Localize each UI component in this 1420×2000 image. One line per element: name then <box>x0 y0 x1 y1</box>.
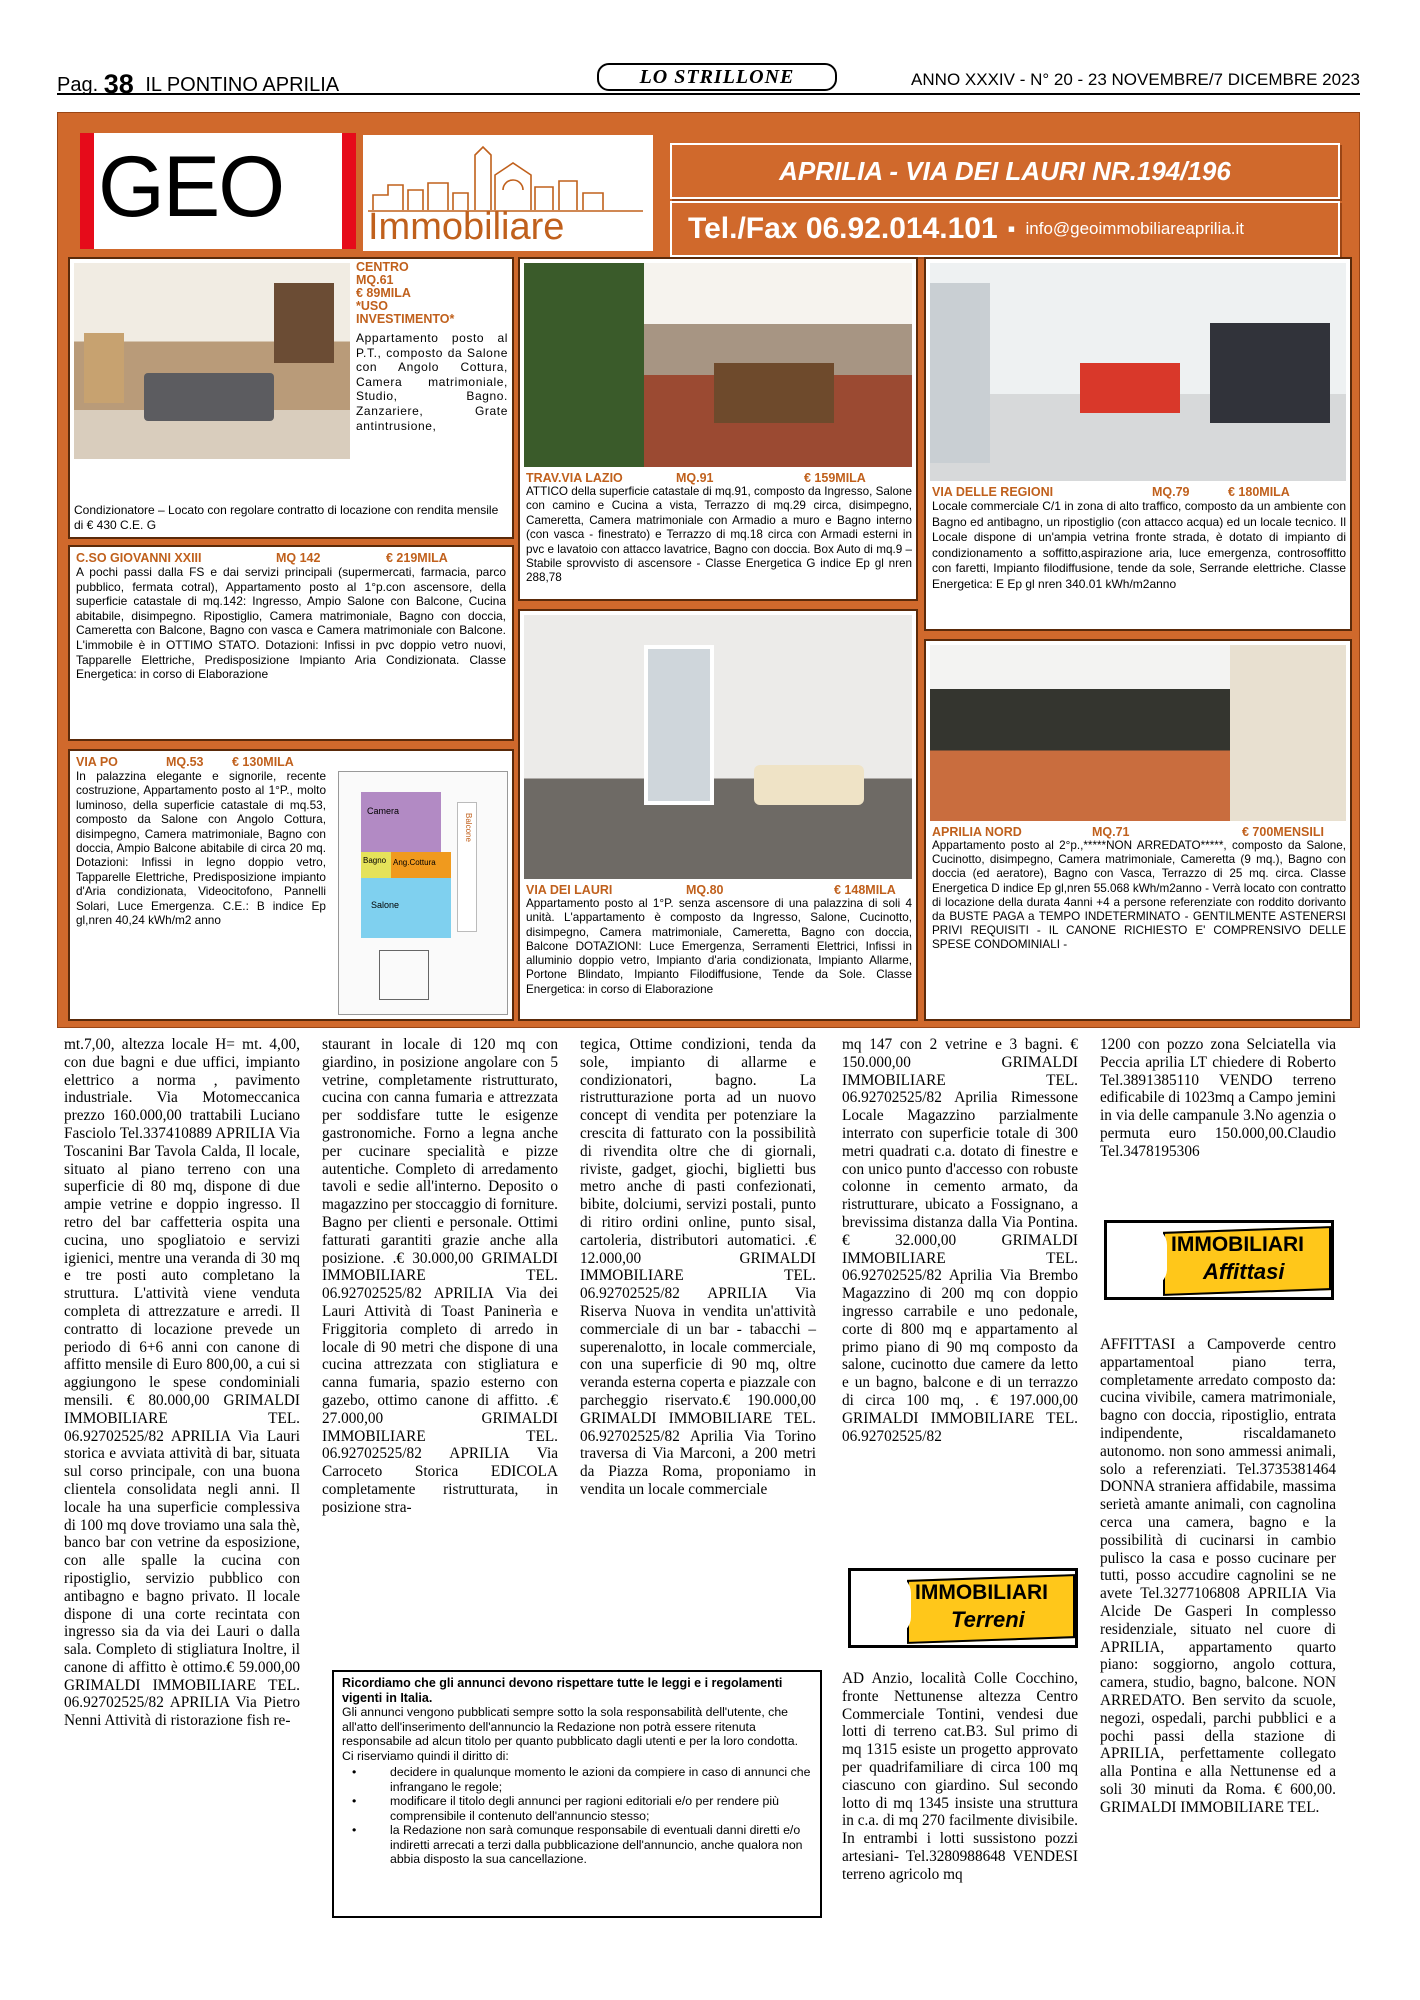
affittasi-banner <box>1104 1220 1334 1300</box>
geo-immobiliare-ad <box>57 112 1360 1028</box>
immobiliare-wordmark: Immobiliare <box>368 206 565 248</box>
listing-card <box>518 609 918 1021</box>
issue-info: ANNO XXXIV - N° 20 - 23 NOVEMBRE/7 DICEMBRE 2023 <box>911 70 1360 89</box>
page-header <box>57 63 1360 99</box>
notice-body: Gli annunci vengono pubblicati sempre sotto la sola responsabilità dell'utente, che all'atto dell'inserimento dell'annuncio la Redazione non potrà essere ritenuta responsabile ad alcun titolo per quanto pubblicato dagli utenti e per la loro condotta. <box>342 1705 798 1748</box>
address-bar: APRILIA - VIA DEI LAURI NR.194/196 <box>670 143 1340 199</box>
notice-item: • decidere in qualunque momento le azioni da compiere in caso di annunci che infrangano le regole; <box>342 1765 812 1794</box>
skyline-icon <box>363 135 653 215</box>
immobiliare-logo <box>363 135 653 251</box>
classified-column-1: mt.7,00, altezza locale H= mt. 4,00, con due bagni e due uffici, impianto elettrico a norma , pavimento industriale. Via Motomeccanica prezzo 160.000,00 trattabili Luciano Fasciolo Tel.337410889 APRILIA Via Toscanini Bar Tavola Calda, Il locale, situato al piano terreno con una superficie di 80 mq, dispone di due ampie vetrine e doppio ingresso. Il retro del bar caffetteria ospita una cucina, uno spogliatoio e servizi igienici, mentre una veranda di 30 mq e tre posti auto completano la struttura. L'attività viene venduta completa di attrezzature e arredi. Il contratto di locazione prevede un periodo di 6+6 anni con canone di affitto mensile di Euro 800,00, a cui si aggiungono le spese condominiali mensili. € 80.000,00 GRIMALDI IMMOBILIARE TEL. 06.92702525/82 APRILIA Via Lauri storica e avviata attività di bar, situata sul corso principale, con una buona clientela consolidata negli anni. Il locale ha una superficie complessiva di 100 mq dove troviamo una sala thè, banco bar con vetrine da esposizione, con alle spalle la cucina con ripostiglio, servizio pubblico con antibagno e bagno privato. Il locale dispone di una corte recintata con ingresso sia da via dei Lauri o dalla sala. Completo di stigliatura Inoltre, il canone di affitto è ottimo.€ 59.000,00 GRIMALDI IMMOBILIARE TEL. 06.92702525/82 APRILIA Via Pietro Nenni Attività di ristorazione fish re- <box>64 1036 300 1730</box>
listing-card <box>924 639 1352 1021</box>
listing-description: In palazzina elegante e signorile, recente costruzione, Appartamento posto al 1°P., molto luminoso, della superficie catastale di mq.53, composto da Salone con Angolo Cottura, disimpegno, Camera matrimoniale, Bagno con doccia, Ampio Balcone abitabile di circa 20 mq. Dotazioni: Infissi in legno doppio vetro, Tapparelle Elettriche, Predisposizione impianto d'Aria condizionata, Videocitofono, Pannelli Solari, Luce Emergenza. C.E.: B indice Ep gl,nren 40,24 kWh/m2 anno <box>76 769 326 928</box>
floor-plan <box>338 771 508 1015</box>
notice-list <box>342 1765 812 1867</box>
mascot-icon <box>1113 1227 1167 1287</box>
listing-header: VIA PO MQ.53 € 130MILA <box>76 755 294 769</box>
phone-text: Tel./Fax 06.92.014.101 <box>688 212 998 245</box>
listing-photo <box>74 263 350 459</box>
listing-description-cont: Condizionatore – Locato con regolare contratto di locazione con rendita mensile di € 430 C.E. G <box>74 503 499 532</box>
listing-description: ATTICO della superficie catastale di mq.91, composto da Ingresso, Salone con camino e Cucina a vista, Terrazzo di mq.29 circa, disimpegno, Cameretta, Camera matrimoniale con Armadio a muro e Bagno interno (con vasca - finestrato) e Terrazzo di mq.18 circa con Armadi esterni in pvc e lavatoio con attacco lavatrice, Bagno con doccia. Box Auto di mq.9 – Stabile sprovvisto di ascensore - Classe Energetica G indice Ep gl nren 288,78 <box>526 485 912 585</box>
newspaper-logo: LO STRILLONE <box>597 63 837 91</box>
terreni-banner <box>848 1568 1078 1648</box>
contact-bar: Tel./Fax 06.92.014.101 ▪ info@geoimmobiliareaprilia.it <box>670 201 1340 257</box>
classified-column-3: tegica, Ottime condizioni, tenda da sole, impianto di allarme e condizionatori, bagno. La ristrutturazione porta ad un nuovo concept di vendita per potenziare la crescita di fatturato con la possibilità di rivendita oltre che di giornali, riviste, gadget, giochi, biglietti bus metro anche di pasti confezionati, bibite, dolciumi, servizi postali, punto di ritiro ordini online, punto sisal, cartoleria, distributori automatici. .€ 12.000,00 GRIMALDI IMMOBILIARE TEL. 06.92702525/82 APRILIA Via Riserva Nuova in vendita un'attività commerciale di un bar - tabacchi – superenalotto, in locale commerciale, con una superficie di 90 mq, oltre veranda esterna coperta e piazzale con parcheggio riservato.€ 190.000,00 GRIMALDI IMMOBILIARE TEL. 06.92702525/82 Aprilia Via Torino traversa di Via Marconi, a 200 metri da Piazza Roma, proponiamo in vendita un locale commerciale <box>580 1036 816 1498</box>
classified-column-4b: AD Anzio, località Colle Cocchino, fronte Nettunense altezza Centro Commerciale Tontini, vendesi due lotti di terreno cat.B3. Sul primo di mq 1315 esiste un progetto approvato per quadrifamiliare di circa 100 mq ciascuno con giardino. Sul secondo lotto di mq 1345 insiste una struttura in c.a. di mq 270 facilmente divisibile. In entrambi i lotti sussistono pozzi artesiani- Tel.3280988648 VENDESI terreno agricolo mq <box>842 1670 1078 1883</box>
listing-header: CENTRO MQ.61 € 89MILA *USO INVESTIMENTO* <box>356 260 455 326</box>
listing-header: APRILIA NORD MQ.71 € 700MENSILI <box>932 825 1324 839</box>
plan-room-label: Camera <box>361 792 441 852</box>
notice-item: • modificare il titolo degli annunci per ragioni editoriali e/o per rendere più comprensibile il contenuto dell'annuncio stesso; <box>342 1794 812 1823</box>
listing-photo <box>524 615 912 879</box>
email-text: info@geoimmobiliareaprilia.it <box>1025 219 1245 238</box>
listing-description: Locale commerciale C/1 in zona di alto traffico, composto da un ambiente con Bagno ed antibagno, un ripostiglio (con attacco acqua) ed un locale tecnico. Il Locale dispone di un'ampia vetrina fronte strada, è dotato di impianto di condizionamento a soffitto,aspirazione aria, luce emergenza, controsoffitto con faretti, Impianto filodiffusione, tende da sole, Serrande elettriche. Classe Energetica: E Ep gl nren 340.01 kWh/m2anno <box>932 499 1346 591</box>
listing-card <box>68 749 514 1021</box>
geo-logo: GEO <box>80 133 356 249</box>
notice-item: • la Redazione non sarà comunque responsabile di eventuali danni diretti e/o indiretti arrecati a terzi dalla pubblicazione dell'annuncio, anche qualora non abbia disposto la sua cancellazione. <box>342 1823 812 1867</box>
notice-title: Ricordiamo che gli annunci devono rispettare tutte le leggi e i regolamenti vigenti in Italia. <box>342 1676 783 1705</box>
banner-title: IMMOBILIARI <box>1171 1233 1304 1256</box>
banner-title: IMMOBILIARI <box>915 1581 1048 1604</box>
listing-description: Appartamento posto al 2°p.,*****NON ARREDATO*****, composto da Salone, Cucinotto, disimpegno, Camera matrimoniale, Cameretta (9 mq.), Bagno con doccia (ed aeratore), Bagno con Vasca, Terrazzo di 25 mq. circa. Classe Energetica D indice Ep gl,nren 55.068 kWh/m2anno - Verrà locato con contratto di locazione della durata 4anni +4 a persone referenziate con roddito dorivanto da BUSTE PAGA a TEMPO INDETERMINATO - GENTILMENTE ASTENERSI PRIVI REQUISITI - IL CANONE RICHIESTO E' COMPRENSIVO DELLE SPESE CONDOMINIALI - <box>932 839 1346 952</box>
plan-room-label: Ang.Cottura <box>391 852 451 878</box>
legal-notice <box>332 1670 822 1918</box>
plan-room-label: Balcone <box>457 802 477 932</box>
listing-photo <box>930 645 1346 821</box>
listing-photo <box>930 263 1346 481</box>
notice-reserve: Ci riserviamo quindi il diritto di: <box>342 1748 509 1763</box>
listing-card <box>924 257 1352 631</box>
listing-card <box>68 257 514 539</box>
classified-column-5: 1200 con pozzo zona Selciatella via Peccia aprilia LT chiedere di Roberto Tel.3891385110 VENDO terreno edificabile di 1023mq a Campo jemini in via delle campanule 3.No agenzia o permuta euro 150.000,00.Claudio Tel.3478195306 <box>1100 1036 1336 1160</box>
listing-description: Appartamento posto al P.T., composto da Salone con Angolo Cottura, Camera matrimoniale, Studio, Bagno. Zanzariere, Grate antintrusione, <box>356 331 508 433</box>
listing-header: VIA DELLE REGIONI MQ.79 € 180MILA <box>932 485 1290 499</box>
mascot-icon <box>857 1575 911 1635</box>
listing-header: VIA DEI LAURI MQ.80 € 148MILA <box>526 883 896 897</box>
listing-card <box>68 545 514 741</box>
classified-column-4: mq 147 con 2 vetrine e 3 bagni. € 150.000,00 GRIMALDI IMMOBILIARE TEL. 06.92702525/82 Aprilia Rimessone Locale Magazzino parzialmente interrato con superficie totale di 300 metri quadrati c.a. dotato di finestre e con unico punto d'accesso con robuste colonne in cemento armato, da ristrutturare, ubicato a Fossignano, a brevissima distanza dalla Via Pontina. € 32.000,00 GRIMALDI IMMOBILIARE TEL. 06.92702525/82 Aprilia Via Brembo Magazzino di 200 mq con doppio ingresso carrabile e uno pedonale, corte di 800 mq e appartamento al primo piano di 90 mq composto da salone, cucinotto due camere da letto e un bagno, balcone e di un terrazzo di circa 100 mq, . € 197.000,00 GRIMALDI IMMOBILIARE TEL. 06.92702525/82 <box>842 1036 1078 1445</box>
plan-room-label: Salone <box>361 878 451 938</box>
banner-subtitle: Affittasi <box>1203 1259 1285 1284</box>
classified-column-2: staurant in locale di 120 mq con giardino, in posizione angolare con 5 vetrine, completamente ristrutturato, cucina con canna fumaria e attrezzata per soddisfare tutte le esigenze gastronomiche. Forno a legna anche per cucinare specialità e pizze autentiche. Completo di arredamento tavoli e sedie all'interno. Deposito o magazzino per stoccaggio di forniture. Bagno per clienti e personale. Ottimi fatturati garantiti grazie anche alla posizione. .€ 30.000,00 GRIMALDI IMMOBILIARE TEL. 06.92702525/82 APRILIA Via dei Lauri Attività di Toast Paninerìa e Friggitoria completo di arredo in locale di 90 metri che dispone di una cucina attrezzata con stigliatura e canna fumaria, spazio esterno con gazebo, ottimo canone di affitto. .€ 27.000,00 GRIMALDI IMMOBILIARE TEL. 06.92702525/82 APRILIA Via Carroceto Storica EDICOLA completamente ristrutturata, in posizione stra- <box>322 1036 558 1516</box>
page-number-label: Pag. 38 IL PONTINO APRILIA <box>57 69 340 99</box>
listing-header: TRAV.VIA LAZIO MQ.91 € 159MILA <box>526 471 866 485</box>
classified-column-5b: AFFITTASI a Campoverde centro appartamentoal piano terra, completamente arredato composto da: cucina vivibile, camera matrimoniale, bagno con doccia, ripostiglio, entrata indipendente, riscaldamaneto autonomo. non sono ammessi animali, solo a referenziati. Tel.3735381464 DONNA straniera affidabile, massima serietà amante animali, con cagnolina cerca una camera, bagno e la possibilità di cucinarsi in cambio pulisco la casa e posso cucinare per tutti, posso accudire cagnolini se ne avete Tel.3277106808 APRILIA Via Alcide De Gasperi In complesso residenziale, situato nel cuore di APRILIA, appartamento quarto piano: soggiorno, angolo cottura, camera, studio, bagno, balcone. NON ARREDATO. Ben servito da scuole, negozi, ospedali, parchi pubblici e a pochi passi della stazione di APRILIA, perfettamente collegato alla Pontina e alla Nettunense ed a soli 30 minuti da Roma. € 600,00. GRIMALDI IMMOBILIARE TEL. <box>1100 1336 1336 1816</box>
listing-header: C.SO GIOVANNI XXIII MQ 142 € 219MILA <box>76 551 448 565</box>
listing-card <box>518 257 918 601</box>
plan-room-label: Bagno <box>361 852 391 878</box>
listing-description: Appartamento posto al 1°P. senza ascensore di una palazzina di soli 4 unità. L'appartamento è composto da Ingresso, Salone, Cucinotto, disimpegno, Camera matrimoniale, Cameretta, Bagno con doccia, Balcone DOTAZIONI: Luce Emergenza, Serramenti Elettrici, Infissi in alluminio doppio vetro, Impianto d'aria condizionata, Impianto Allarme, Portone Blindato, Impianto Filodiffusione, Tende da Sole. Classe Energetica: in corso di Elaborazione <box>526 897 912 996</box>
banner-subtitle: Terreni <box>951 1607 1025 1632</box>
listing-description: A pochi passi dalla FS e dai servizi principali (supermercati, farmacia, parco pubblico, fermata cotral), Appartamento posto al 1°p.con ascensore, della superficie catastale di mq.142: Ingresso, Ampio Salone con Balcone, Cucina abitabile, disimpegno. Ripostiglio, Camera matrimoniale, Bagno con doccia, Cameretta con Balcone, Bagno con vasca e Camera matrimoniale con Balcone. L'immobile è in OTTIMO STATO. Dotazioni: Infissi in pvc doppio vetro nuovi, Tapparelle Elettriche, Predisposizione Impianto Aria Condizionata. Classe Energetica: in corso di Elaborazione <box>76 565 506 682</box>
listing-photo <box>524 263 912 467</box>
